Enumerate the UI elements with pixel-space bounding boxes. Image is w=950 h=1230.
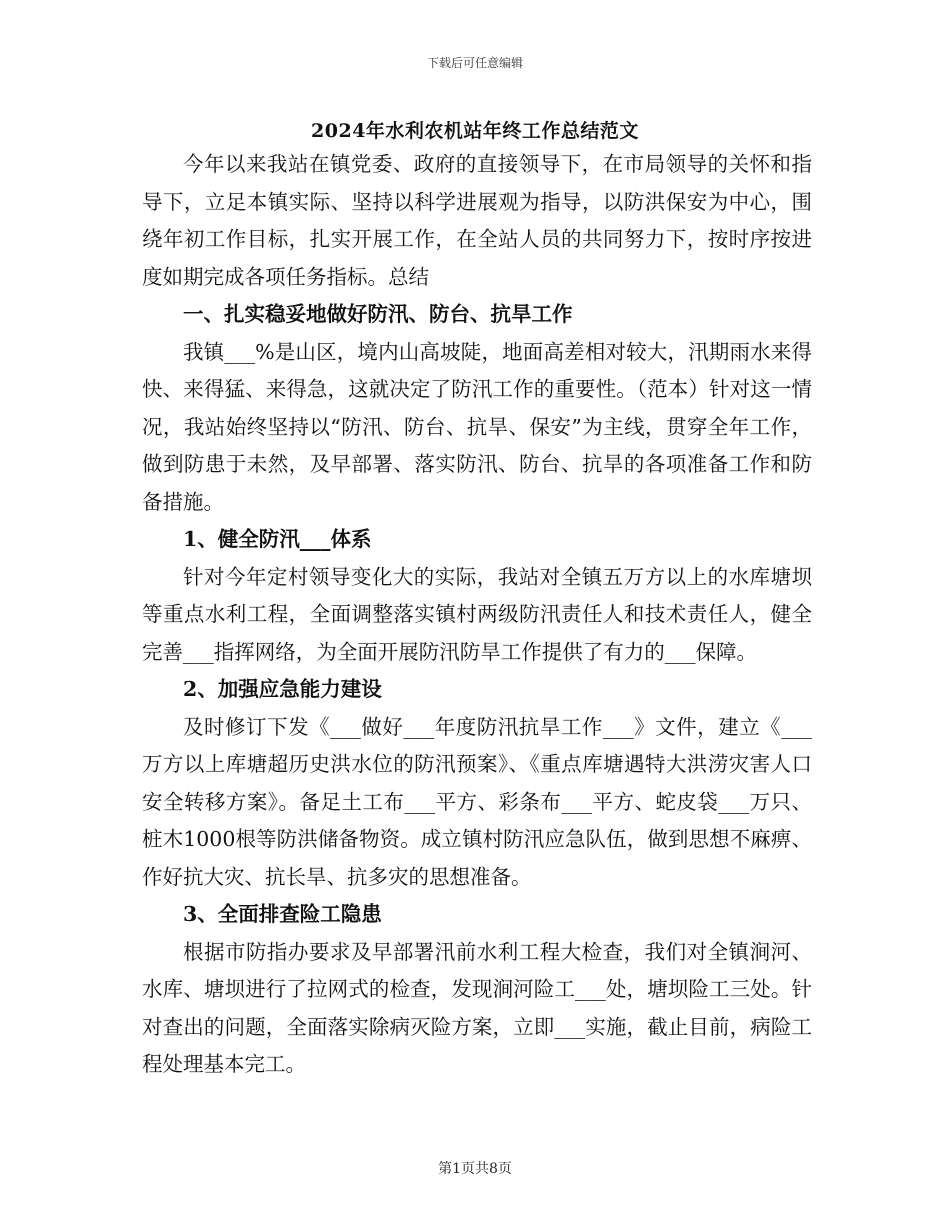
body-paragraph: 针对今年定村领导变化大的实际，我站对全镇五万方以上的水库塘坝等重点水利工程，全面调整落实镇村两级防汛责任人和技术责任人，健全完善___指挥网络，为全面开展防汛防旱工作提供了有力的___保障。 xyxy=(142,564,812,664)
page-number-footer: 第1页共8页 xyxy=(438,1161,512,1177)
section-heading-1: 一、扎实稳妥地做好防汛、防台、抗旱工作 xyxy=(183,302,573,326)
subsection-heading-1: 1、健全防汛___体系 xyxy=(183,527,372,551)
intro-paragraph: 今年以来我站在镇党委、政府的直接领导下，在市局领导的关怀和指导下，立足本镇实际、坚持以科学进展观为指导，以防洪保安为中心，围绕年初工作目标，扎实开展工作，在全站人员的共同努力下，按时序按进度如期完成各项任务指标。总结 xyxy=(142,152,812,289)
page-header-note: 下载后可任意编辑 xyxy=(426,56,523,70)
document-title: 2024年水利农机站年终工作总结范文 xyxy=(311,120,639,142)
body-paragraph: 及时修订下发《___做好___年度防汛抗旱工作___》文件，建立《___万方以上库塘超历史洪水位的防汛预案》、《重点库塘遇特大洪涝灾害人口安全转移方案》。备足土工布___平方、彩条布___平方、蛇皮袋___万只、桩木1000根等防洪储备物资。成立镇村防汛应急队伍，做到思想不麻痹、作好抗大灾、抗长旱、抗多灾的思想准备。 xyxy=(142,714,812,889)
document-body xyxy=(142,146,812,1084)
subsection-heading-3: 3、全面排查险工隐患 xyxy=(183,902,382,926)
body-paragraph: 我镇___%是山区，境内山高坡陡，地面高差相对较大，汛期雨水来得快、来得猛、来得急，这就决定了防汛工作的重要性。（范本）针对这一情况，我站始终坚持以“防汛、防台、抗旱、保安”为主线，贯穿全年工作，做到防患于未然，及早部署、落实防汛、防台、抗旱的各项准备工作和防备措施。 xyxy=(142,339,812,514)
subsection-heading-2: 2、加强应急能力建设 xyxy=(183,677,382,701)
body-paragraph: 根据市防指办要求及早部署汛前水利工程大检查，我们对全镇涧河、水库、塘坝进行了拉网式的检查，发现涧河险工___处，塘坝险工三处。针对查出的问题，全面落实除病灭险方案，立即___实施，截止目前，病险工程处理基本完工。 xyxy=(142,939,812,1076)
